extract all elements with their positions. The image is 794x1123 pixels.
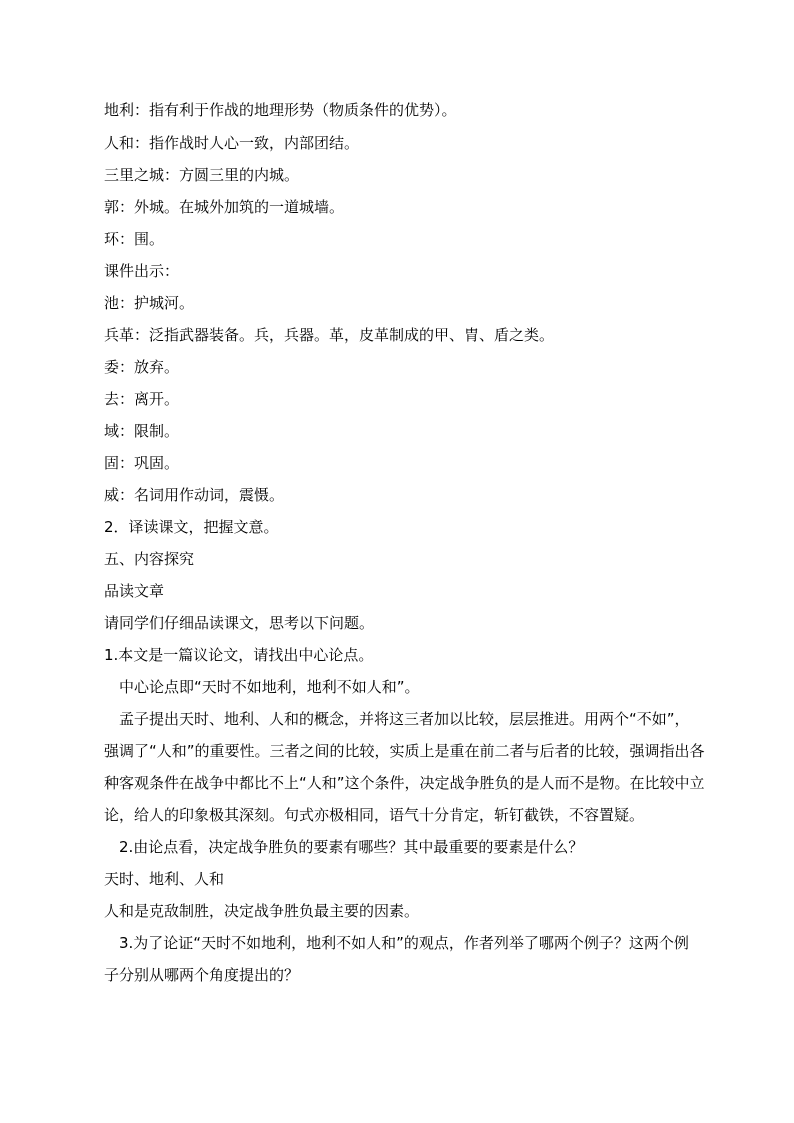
definition-binge: 兵革：泛指武器装备。兵，兵器。革，皮革制成的甲、胄、盾之类。 [104,326,555,344]
answer-2a: 天时、地利、人和 [104,870,225,888]
analysis-line-4: 论，给人的印象极其深刻。句式亦极相同，语气十分肯定，斩钉截铁，不容置疑。 [104,806,645,824]
definition-huan: 环：围。 [104,230,165,248]
definition-chi: 池：护城河。 [104,294,195,312]
question-1: 1.本文是一篇议论文，请找出中心论点。 [104,646,374,664]
analysis-line-3: 种客观条件在战争中都比不上“人和”这个条件，决定战争胜负的是人而不是物。在比较中立 [104,774,705,792]
question-3-line-2: 子分别从哪两个角度提出的？ [104,966,300,984]
answer-2b: 人和是克敌制胜，决定战争胜负最主要的因素。 [104,902,420,920]
answer-1: 中心论点即“天时不如地利，地利不如人和”。 [119,678,420,696]
question-2: 2.由论点看，决定战争胜负的要素有哪些？其中最重要的要素是什么？ [119,838,584,856]
section-heading-content: 五、内容探究 [104,550,195,568]
subheading-read: 品读文章 [104,582,165,600]
definition-qu: 去：离开。 [104,390,180,408]
definition-gu: 固：巩固。 [104,454,180,472]
definition-wei-abandon: 委：放弃。 [104,358,180,376]
step-translate: 2．译读课文，把握文意。 [104,518,279,536]
analysis-line-1: 孟子提出天时、地利、人和的概念，并将这三者加以比较，层层推进。用两个“不如”， [119,710,690,728]
definition-yu: 域：限制。 [104,422,180,440]
definition-wei-deter: 威：名词用作动词，震慑。 [104,486,285,504]
analysis-line-2: 强调了“人和”的重要性。三者之间的比较，实质上是重在前二者与后者的比较，强调指出各 [104,742,705,760]
definition-renhe: 人和：指作战时人心一致，内部团结。 [104,134,360,152]
courseware-label: 课件出示： [104,262,180,280]
definition-guo: 郭：外城。在城外加筑的一道城墙。 [104,198,345,216]
definition-dili: 地利：指有利于作战的地理形势（物质条件的优势）。 [104,101,457,119]
definition-sanlizhicheng: 三里之城：方圆三里的内城。 [104,166,300,184]
instruction: 请同学们仔细品读课文，思考以下问题。 [104,614,375,632]
question-3-line-1: 3.为了论证“天时不如地利，地利不如人和”的观点，作者列举了哪两个例子？这两个例 [119,934,689,952]
